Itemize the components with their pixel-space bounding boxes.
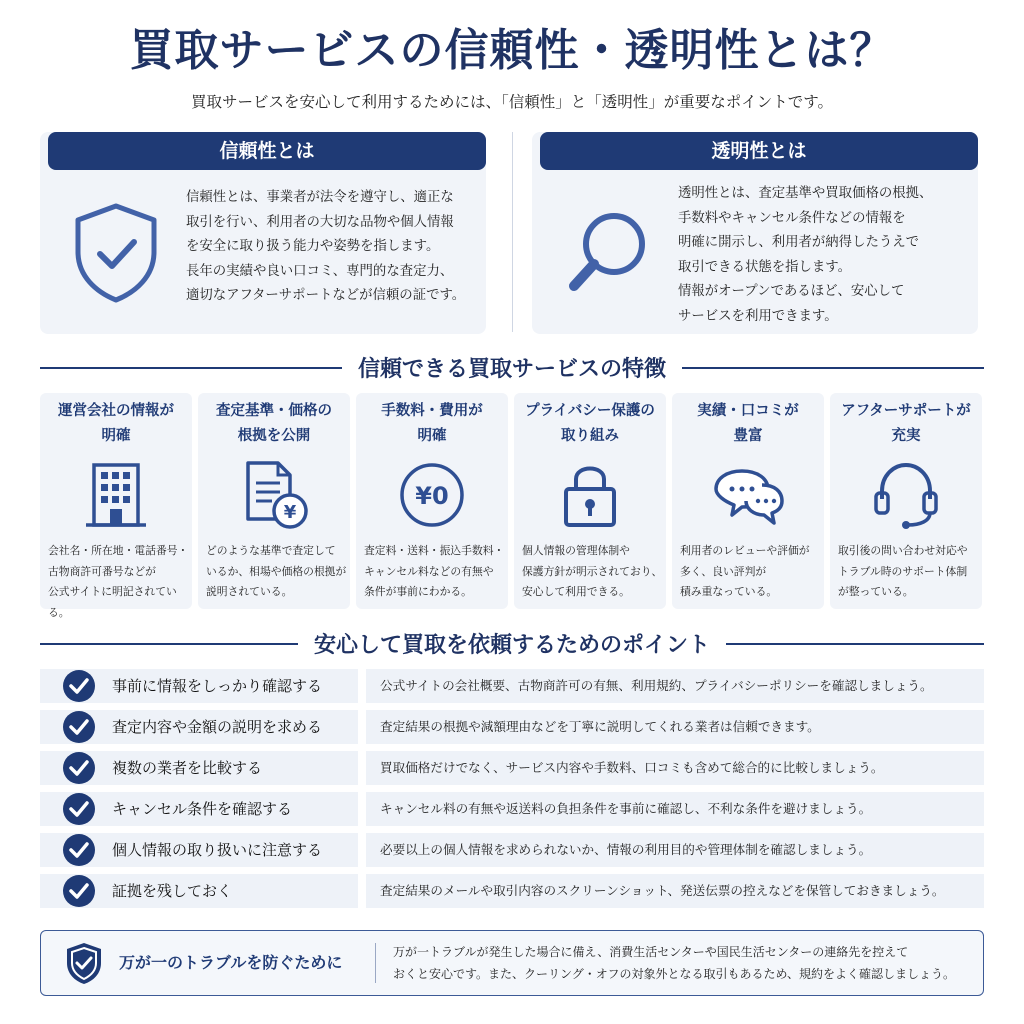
point-label: 証拠を残しておく (112, 882, 233, 900)
features-grid (40, 393, 984, 619)
page-title: 買取サービスの信頼性・透明性とは？ (129, 25, 895, 76)
panel-line: 長年の実績や良い口コミ、専門的な査定力、 (186, 263, 454, 279)
panel-line: 信頼性とは、事業者が法令を遵守し、適正な (186, 190, 454, 205)
feature-text: どのような基準で査定して いるか、相場や価格の根拠が 説明されている。 (206, 544, 347, 598)
point-desc-cell (366, 874, 984, 908)
panel-line: 適切なアフターサポートなどが信頼の証です。 (186, 288, 466, 304)
feature-card (40, 393, 192, 619)
feature-card (830, 393, 982, 609)
point-label-cell (40, 751, 358, 785)
point-row (40, 874, 984, 908)
yen-zero-icon (396, 459, 468, 531)
point-label: キャンセル条件を確認する (112, 800, 293, 818)
feature-text: 取引後の問い合わせ対応や トラブル時のサポート体制 が整っている。 (838, 544, 968, 598)
divider (375, 943, 376, 983)
panel-divider (512, 132, 513, 332)
point-label-cell (40, 669, 358, 703)
chat-bubbles-icon (712, 459, 784, 531)
point-label-cell (40, 792, 358, 826)
shield-check-icon (65, 941, 103, 985)
panel-line: サービスを利用できます。 (678, 308, 838, 324)
feature-title: アフターサポートが 充実 (841, 403, 971, 444)
check-circle-icon (62, 874, 96, 908)
point-label: 個人情報の取り扱いに注意する (112, 841, 323, 859)
panel-line: 情報がオープンであるほど、安心して (678, 284, 905, 300)
magnifier-icon (560, 200, 656, 304)
feature-title: 手数料・費用が 明確 (381, 403, 483, 444)
feature-card (356, 393, 508, 609)
points-heading: 安心して買取を依頼するためのポイント (40, 628, 984, 659)
check-circle-icon (62, 792, 96, 826)
page-subtitle: 買取サービスを安心して利用するためには、「信頼性」と「透明性」が重要なポイントです。 (190, 93, 833, 111)
check-circle-icon (62, 669, 96, 703)
feature-text: 査定料・送料・振込手数料・ キャンセル料などの有無や 条件が事前にわかる。 (364, 544, 505, 598)
check-circle-icon (62, 833, 96, 867)
check-circle-icon (62, 751, 96, 785)
point-desc: 査定結果のメールや取引内容のスクリーンショット、発送伝票の控えなどを保管しておきましょう。 (380, 883, 945, 898)
point-desc: キャンセル料の有無や返送料の負担条件を事前に確認し、不利な条件を避けましょう。 (380, 801, 872, 816)
check-circle-icon (62, 710, 96, 744)
point-row (40, 792, 984, 826)
point-row (40, 669, 984, 703)
feature-text: 会社名・所在地・電話番号・ 古物商許可番号などが 公式サイトに明記されている。 (48, 544, 189, 619)
panel-line: 透明性とは、査定基準や買取価格の根拠、 (678, 186, 933, 201)
shield-check-icon (68, 200, 164, 304)
point-desc-cell (366, 751, 984, 785)
point-desc-cell (366, 710, 984, 744)
feature-text: 個人情報の管理体制や 保護方針が明示されており、 安心して利用できる。 (522, 544, 663, 598)
point-label: 事前に情報をしっかり確認する (112, 677, 323, 695)
point-label: 複数の業者を比較する (112, 759, 263, 777)
headset-icon (870, 459, 942, 531)
point-label-cell (40, 874, 358, 908)
feature-title: 実績・口コミが 豊富 (697, 403, 799, 444)
point-desc-cell (366, 669, 984, 703)
transparency-panel-text (678, 182, 974, 330)
reliability-panel-header: 信頼性とは (48, 132, 486, 170)
point-row (40, 833, 984, 867)
transparency-panel-header: 透明性とは (540, 132, 978, 170)
panel-line: 取引できる状態を指します。 (678, 259, 852, 275)
reliability-panel (40, 132, 486, 334)
trouble-prevention-title: 万が一のトラブルを防ぐために (119, 953, 343, 972)
features-heading: 信頼できる買取サービスの特徴 (40, 352, 984, 383)
points-heading-row (40, 628, 984, 658)
panel-line: を安全に取り扱う能力や姿勢を指します。 (186, 239, 440, 255)
feature-title: 査定基準・価格の 根拠を公開 (216, 403, 332, 444)
point-row (40, 751, 984, 785)
feature-title: プライバシー保護の 取り組み (525, 403, 655, 444)
feature-card (198, 393, 350, 609)
point-row (40, 710, 984, 744)
point-label-cell (40, 710, 358, 744)
yen-zero-label: ¥0 (415, 482, 449, 510)
panel-line: 手数料やキャンセル条件などの情報を (678, 210, 906, 226)
point-label-cell (40, 833, 358, 867)
lock-icon (554, 459, 626, 531)
reliability-panel-text (186, 186, 482, 309)
feature-title: 運営会社の情報が 明確 (58, 403, 174, 444)
trouble-prevention-text: 万が一トラブルが発生した場合に備え、消費生活センターや国民生活センターの連絡先を控えて おくと安心です。また、クーリング・オフの対象外となる取引もあるため、規約をよく確認しましょう。 (393, 945, 955, 981)
point-desc-cell (366, 792, 984, 826)
svg-text:¥: ¥ (283, 502, 297, 523)
point-desc: 査定結果の根拠や減額理由などを丁寧に説明してくれる業者は信頼できます。 (380, 719, 820, 734)
transparency-panel (532, 132, 978, 334)
point-desc: 必要以上の個人情報を求められないか、情報の利用目的や管理体制を確認しましょう。 (380, 842, 872, 857)
point-desc: 買取価格だけでなく、サービス内容や手数料、口コミも含めて総合的に比較しましょう。 (380, 760, 884, 775)
point-label: 査定内容や金額の説明を求める (112, 718, 323, 736)
document-yen-icon (238, 459, 310, 531)
panel-line: 取引を行い、利用者の大切な品物や個人情報 (186, 214, 454, 230)
feature-card (672, 393, 824, 609)
point-desc-cell (366, 833, 984, 867)
trouble-prevention-box (40, 930, 984, 996)
building-icon (80, 459, 152, 531)
feature-text: 利用者のレビューや評価が 多く、良い評判が 積み重なっている。 (680, 544, 810, 598)
feature-card (514, 393, 666, 609)
features-heading-row (40, 352, 984, 382)
point-desc: 公式サイトの会社概要、古物商許可の有無、利用規約、プライバシーポリシーを確認しましょう。 (380, 678, 933, 693)
panel-line: 明確に開示し、利用者が納得したうえで (678, 235, 920, 251)
